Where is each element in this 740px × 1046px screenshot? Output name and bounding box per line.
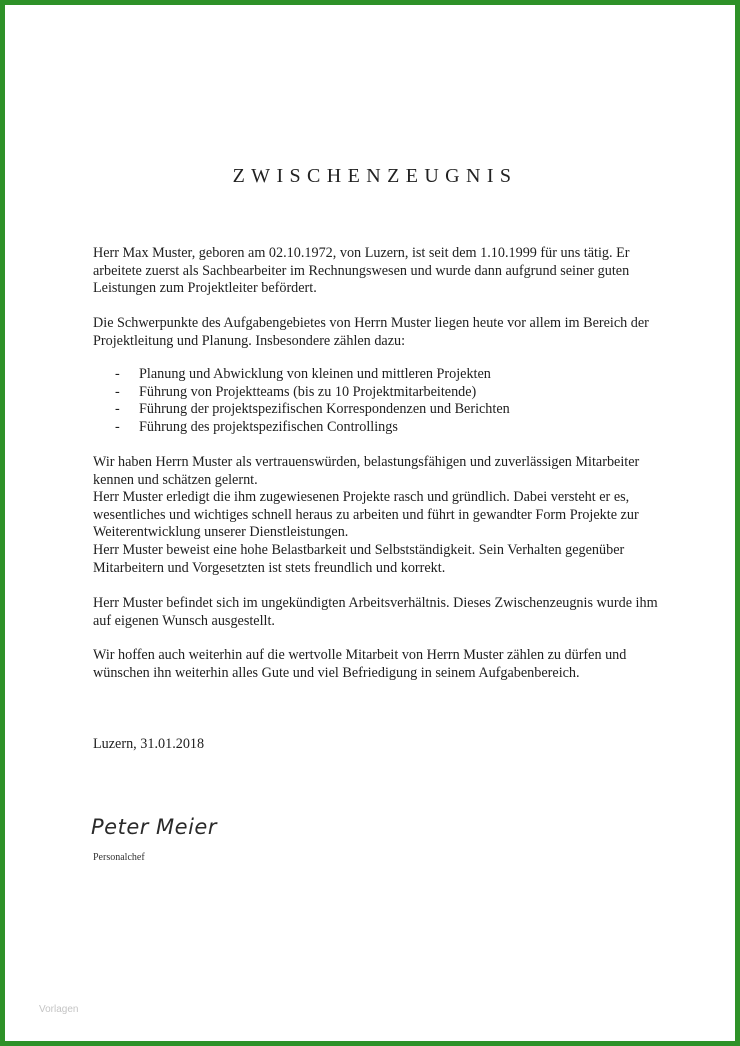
assessment-line: Herr Muster erledigt die ihm zugewiesenen Projekte rasch und gründlich. Dabei versteht er es, wesentliches und wichtiges schnell heraus zu arbeiten und führt in gewandter Form Projekte zur Weiterentwicklung unserer Dienstleistungen. xyxy=(93,489,639,541)
bullet-marker: - xyxy=(115,418,120,435)
watermark: Vorlagen xyxy=(39,1004,79,1015)
document-title: ZWISCHENZEUGNIS xyxy=(232,165,518,187)
list-item xyxy=(93,419,663,437)
bullet-marker: - xyxy=(115,366,120,382)
intro-paragraph xyxy=(93,245,663,298)
signer-role: Personalchef xyxy=(93,852,145,863)
closing-paragraph xyxy=(93,647,663,682)
list-item-text: Führung der projektspezifischen Korrespondenzen und Berichten xyxy=(139,401,510,418)
place-date xyxy=(93,736,663,754)
responsibilities-paragraph-text: Die Schwerpunkte des Aufgabengebietes von Herrn Muster liegen heute vor allem im Bereich der Projektleitung und Planung. Insbesondere zählen dazu: xyxy=(93,315,649,349)
closing-paragraph-text: Wir hoffen auch weiterhin auf die wertvolle Mitarbeit von Herrn Muster zählen zu dürfen und wünschen ihn weiterhin alles Gute und viel Befriedigung in seinem Aufgabenbereich. xyxy=(93,647,627,681)
list-item-text: Führung des projektspezifischen Controllings xyxy=(139,418,398,435)
signature: Peter Meier xyxy=(91,815,217,839)
list-item xyxy=(93,366,663,384)
assessment-line: Herr Muster beweist eine hohe Belastbarkeit und Selbstständigkeit. Sein Verhalten gegenüber Mitarbeitern und Vorgesetzten ist stets freundlich und korrekt. xyxy=(93,541,625,576)
intro-paragraph-text: Herr Max Muster, geboren am 02.10.1972, von Luzern, ist seit dem 1.10.1999 für uns tätig. Er arbeitete zuerst als Sachbearbeiter im Rechnungswesen und wurde dann aufgrund seiner guten Leistungen zum Projektleiter befördert. xyxy=(93,245,630,297)
list-item-text: Planung und Abwicklung von kleinen und mittleren Projekten xyxy=(139,366,491,382)
assessment-paragraph xyxy=(93,454,663,577)
responsibilities-list xyxy=(93,366,663,436)
list-item xyxy=(93,384,663,402)
place-date-text: Luzern, 31.01.2018 xyxy=(93,736,205,752)
status-paragraph xyxy=(93,595,663,630)
responsibilities-paragraph xyxy=(93,315,663,350)
assessment-line: Wir haben Herrn Muster als vertrauenswürden, belastungsfähigen und zuverlässigen Mitarbeiter kennen und schätzen gelernt. xyxy=(93,454,640,488)
bullet-marker: - xyxy=(115,401,120,418)
bullet-marker: - xyxy=(115,383,120,400)
list-item-text: Führung von Projektteams (bis zu 10 Projektmitarbeitende) xyxy=(139,383,477,400)
status-paragraph-text: Herr Muster befindet sich im ungekündigten Arbeitsverhältnis. Dieses Zwischenzeugnis wurde ihm auf eigenen Wunsch ausgestellt. xyxy=(93,595,658,629)
list-item xyxy=(93,401,663,419)
